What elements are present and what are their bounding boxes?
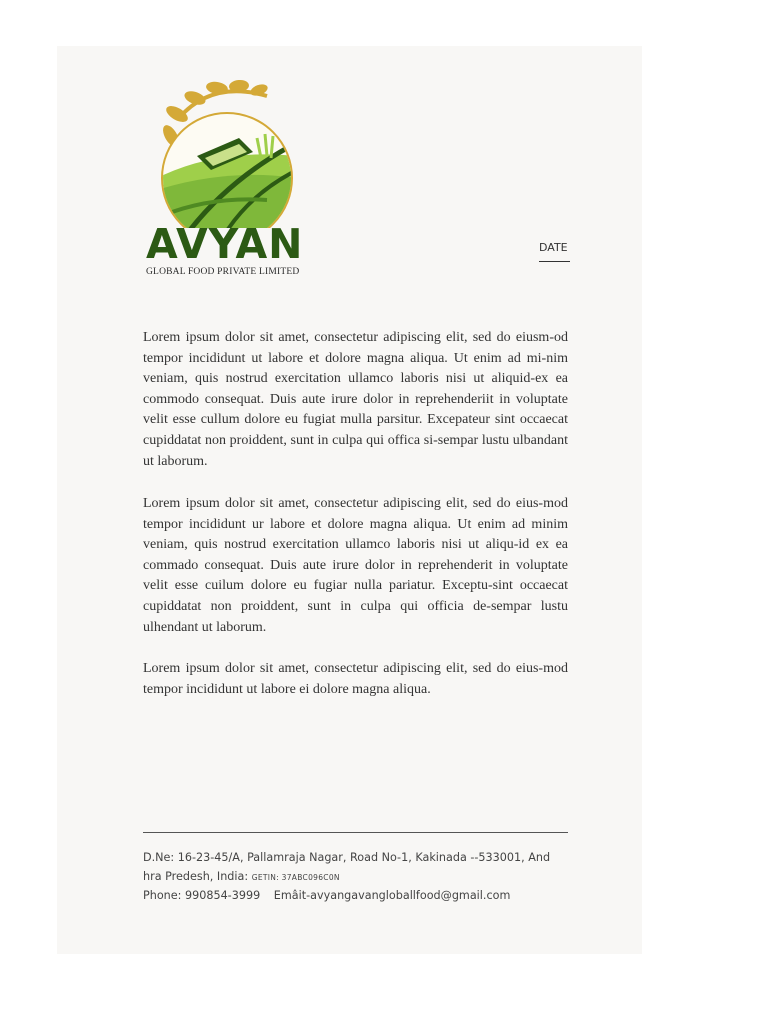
date-label: DATE — [539, 241, 568, 254]
footer-email: Emâit-avyangavangloballfood@gmail.com — [273, 889, 511, 902]
brand-logo-icon — [157, 78, 297, 228]
letterhead-page — [57, 46, 642, 954]
body-paragraph-2: Lorem ipsum dolor sit amet, consectetur adipiscing elit, sed do eius-mod tempor incididunt ur labore et dolore magna aliqua. Ut enim ad minim veniam, quis nostrud exercitation ullamco laboris nisi ut aliqu-id ex ea commado consequat. Duis aute irure dolor in reprehenderit in voluptate velit esse cuilum dolore eu fugiar nulla pariatur. Exceptu-sint occaecat cupiddatat non proiddent, sunt in culpa qui officia de-sempar lustu ulhendant ut laborum. — [143, 496, 568, 635]
footer-contact-line — [143, 887, 573, 906]
body-paragraph-1: Lorem ipsum dolor sit amet, consectetur adipiscing elit, sed do eiusm-od tempor incididunt ut labore et dolore magna aliqua. Ut enim ad mi-nim veniam, quis nostrud exercitation ullamco laboris nisi ut aliquid-ex ea commodo consequat. Duis aute irure dolor in reprehenderiit in voluptate velit esse cullum dolore eu fugiat mulla parsitur. Excepateur sint occaecat cupiddatat non proiddent, sunt in culpa qui offica si-sempar lustu ulbandant ut laborum. — [143, 330, 568, 469]
body-paragraph-3: Lorem ipsum dolor sit amet, consectetur adipiscing elit, sed do eius-mod tempor incididunt ut labore ei dolore magna aliqua. — [143, 661, 568, 697]
footer-gst-number: GETIN: 37ABC096C0N — [251, 872, 340, 882]
footer-phone: Phone: 990854-3999 — [143, 889, 261, 902]
footer-divider — [143, 832, 568, 833]
footer-address-line-2-text: hra Predesh, India: — [143, 869, 249, 883]
company-name: AVYAN — [146, 220, 304, 268]
company-subtitle: GLOBAL FOOD PRIVATE LIMITED — [146, 267, 300, 277]
footer-address-line-2 — [143, 868, 573, 888]
footer-contact — [143, 849, 573, 906]
date-underline — [539, 261, 570, 262]
footer-address-line-1: D.Ne: 16-23-45/A, Pallamraja Nagar, Road No-1, Kakinada --533001, And — [143, 851, 551, 864]
